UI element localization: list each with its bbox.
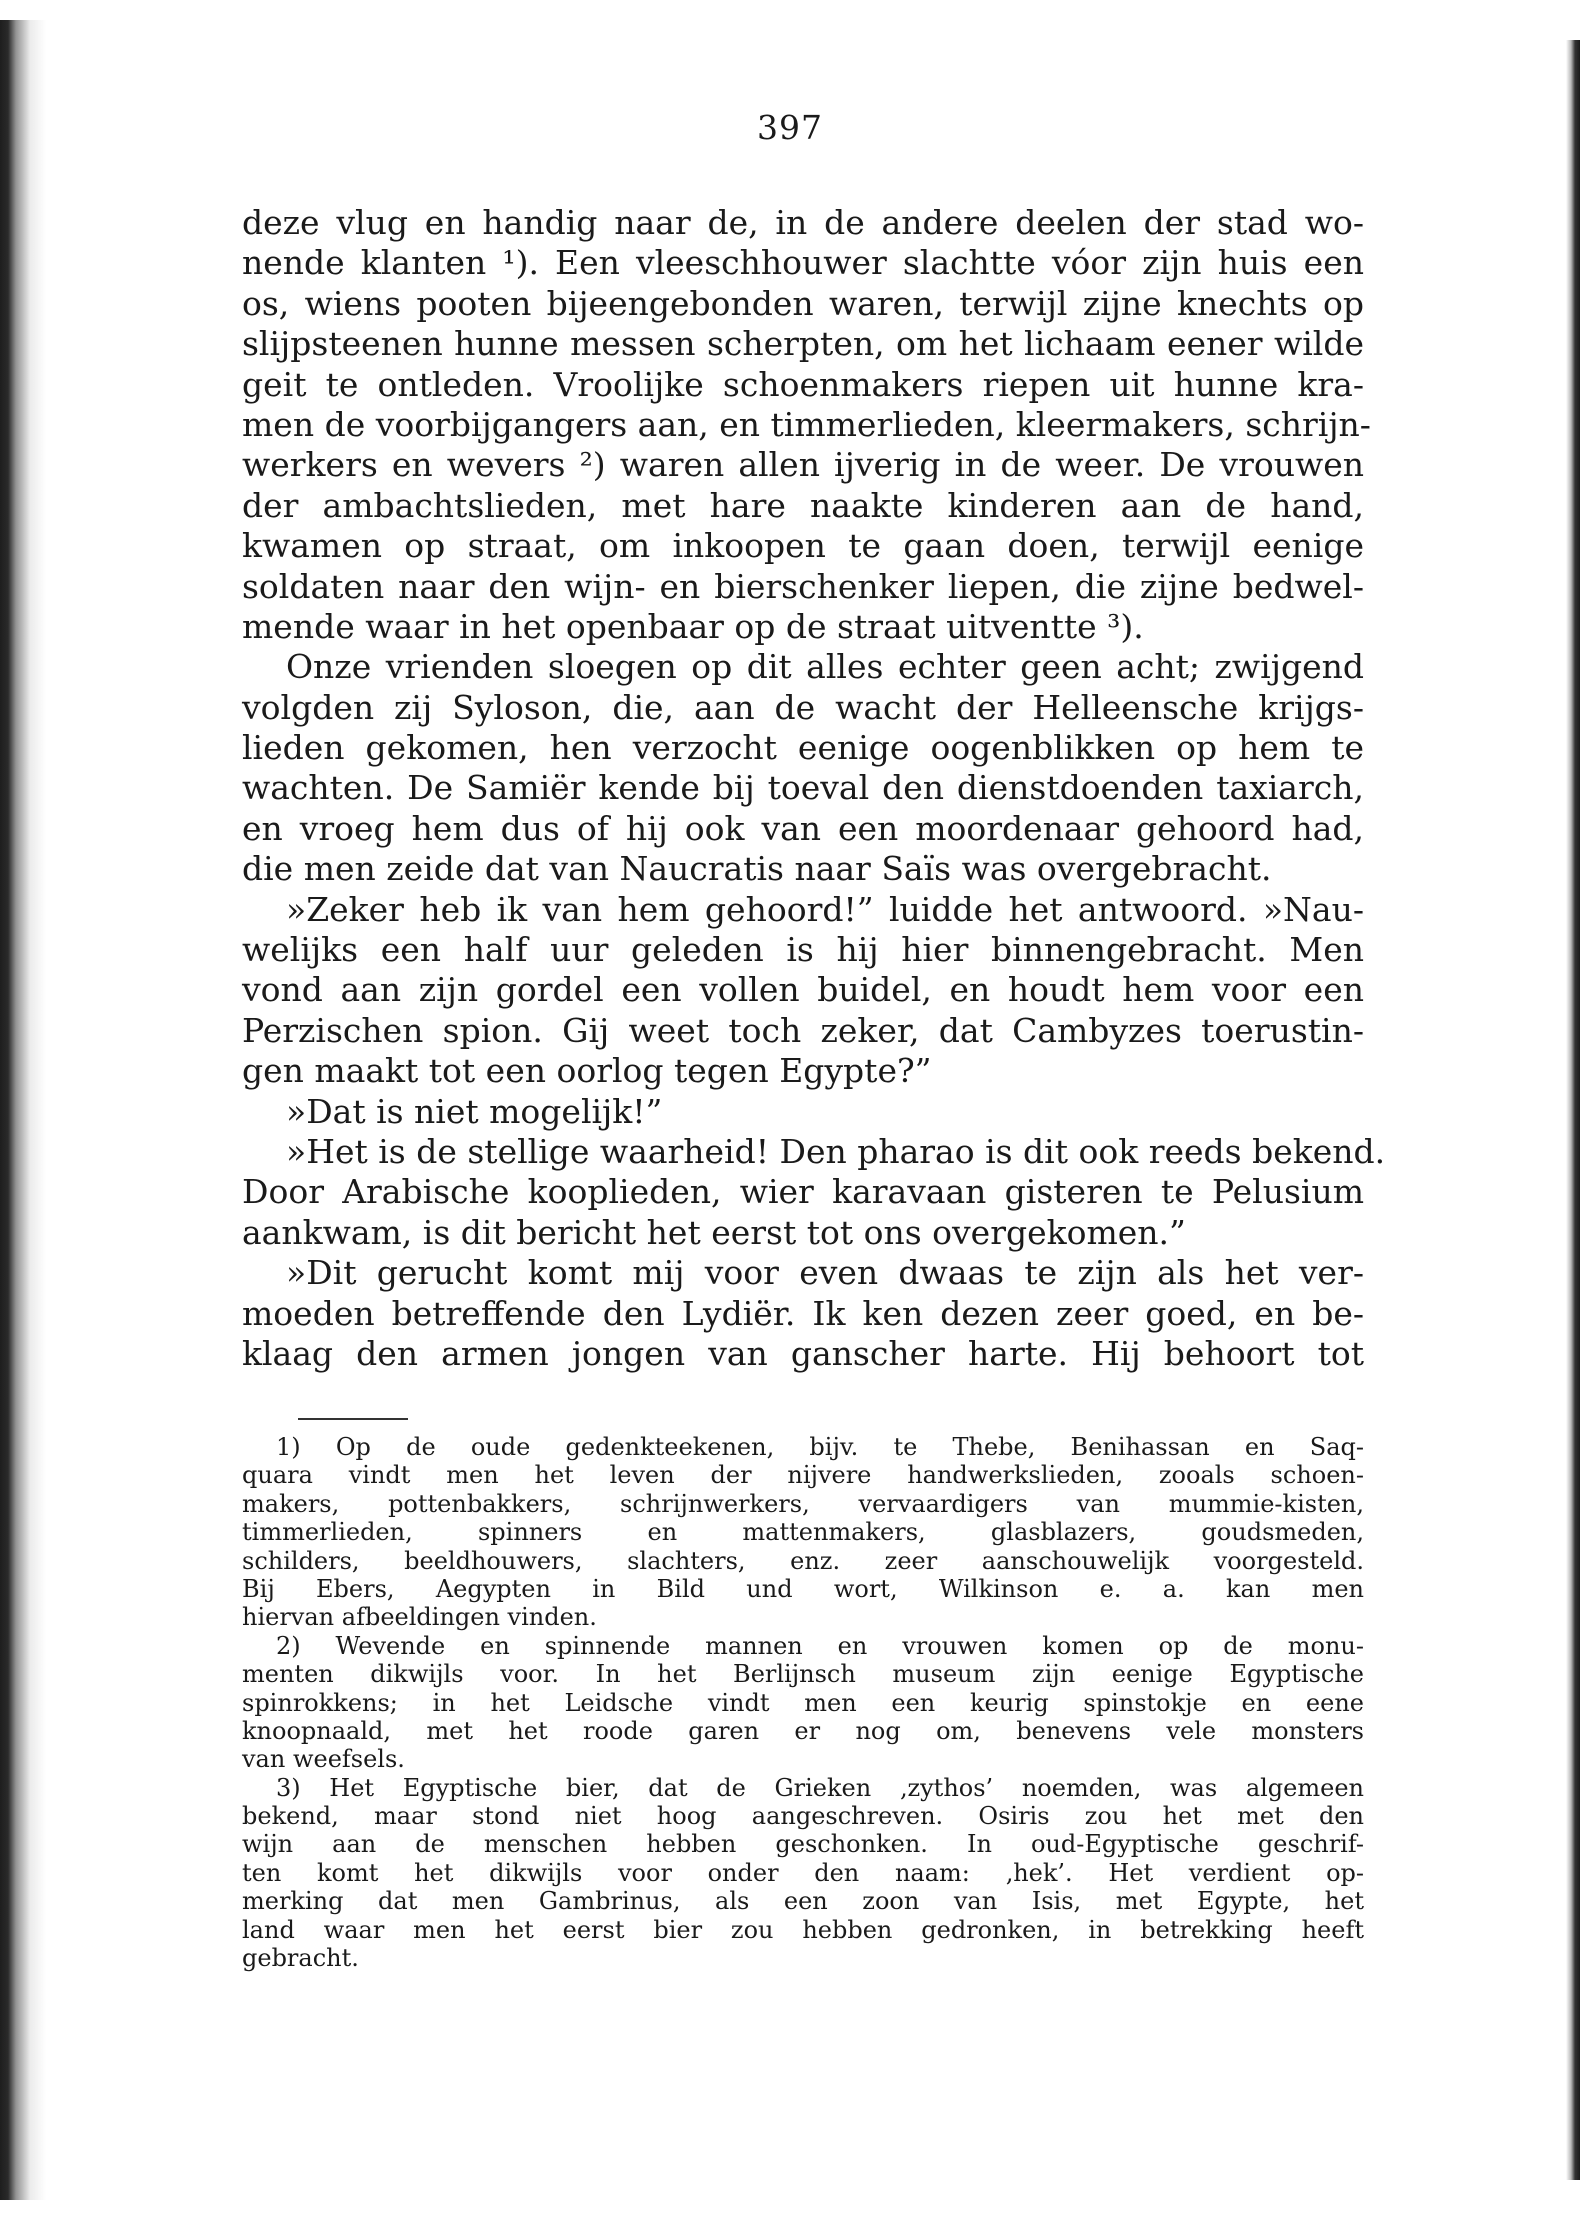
text-line: kwamen op straat, om inkoopen te gaan doen, terwijl eenige — [242, 526, 1364, 566]
text-line: deze vlug en handig naar de, in de andere deelen der stad wo- — [242, 203, 1364, 242]
text-line: mende waar in het openbaar op de straat uitventte ³). — [242, 606, 1144, 646]
footnote-line: makers, pottenbakkers, schrijnwerkers, vervaardigers van mummie-kisten, — [242, 1489, 1364, 1518]
text-line: »Dit gerucht komt mij voor even dwaas te zijn als het ver- — [286, 1253, 1364, 1293]
text-line: moeden betreffende den Lydiër. Ik ken dezen zeer goed, en be- — [242, 1293, 1364, 1333]
footnote-line: gebracht. — [242, 1944, 359, 1973]
footnote-line: van weefsels. — [242, 1745, 405, 1774]
footnote-line: ten komt het dikwijls voor onder den naam: ‚hek’. Het verdient op- — [242, 1858, 1364, 1887]
text-line: »Dat is niet mogelijk!” — [286, 1091, 663, 1131]
footnote-line: spinrokkens; in het Leidsche vindt men een keurig spinstokje en eene — [242, 1688, 1364, 1717]
footnote-line: Bij Ebers, Aegypten in Bild und wort, Wilkinson e. a. kan men — [242, 1574, 1364, 1603]
footnote-line: menten dikwijls voor. In het Berlijnsch museum zijn eenige Egyptische — [242, 1660, 1364, 1689]
text-line: slijpsteenen hunne messen scherpten, om het lichaam eener wilde — [242, 324, 1364, 364]
text-line: os, wiens pooten bijeengebonden waren, terwijl zijne knechts op — [242, 283, 1364, 323]
scan-shadow-right — [1566, 40, 1580, 2180]
text-line: volgden zij Syloson, die, aan de wacht der Helleensche krijgs- — [242, 687, 1364, 727]
text-line: geit te ontleden. Vroolijke schoenmakers riepen uit hunne kra- — [242, 364, 1364, 404]
text-line: gen maakt tot een oorlog tegen Egypte?” — [242, 1051, 932, 1091]
text-line: en vroeg hem dus of hij ook van een moordenaar gehoord had, — [242, 808, 1364, 848]
text-line: »Zeker heb ik van hem gehoord!” luidde het antwoord. »Nau- — [286, 889, 1364, 929]
footnote-line: wijn aan de menschen hebben geschonken. In oud-Egyptische geschrif- — [242, 1830, 1364, 1859]
footnote-line: 1) Op de oude gedenkteekenen, bijv. te Thebe, Benihassan en Saq- — [276, 1433, 1364, 1461]
text-line: soldaten naar den wijn- en bierschenker liepen, die zijne bedwel- — [242, 566, 1364, 606]
text-line: Door Arabische kooplieden, wier karavaan gisteren te Pelusium — [242, 1172, 1364, 1212]
text-line: werkers en wevers ²) waren allen ijverig in de weer. De vrouwen — [242, 445, 1364, 485]
page-number: 397 — [757, 108, 823, 147]
text-line: nende klanten ¹). Een vleeschhouwer slachtte vóor zijn huis een — [242, 243, 1364, 283]
text-line: aankwam, is dit bericht het eerst tot ons overgekomen.” — [242, 1212, 1186, 1252]
text-line: welijks een half uur geleden is hij hier binnengebracht. Men — [242, 930, 1364, 970]
footnote-line: 3) Het Egyptische bier, dat de Grieken ‚zythos’ noemden, was algemeen — [276, 1773, 1364, 1802]
text-line: »Het is de stellige waarheid! Den pharao is dit ook reeds bekend. — [286, 1131, 1386, 1171]
footnote-line: merking dat men Gambrinus, als een zoon van Isis, met Egypte, het — [242, 1887, 1364, 1916]
text-line: vond aan zijn gordel een vollen buidel, en houdt hem voor een — [242, 970, 1364, 1010]
main-text — [242, 203, 1386, 1374]
footnote-line: timmerlieden, spinners en mattenmakers, glasblazers, goudsmeden, — [242, 1518, 1364, 1547]
footnote-line: 2) Wevende en spinnende mannen en vrouwen komen op de monu- — [276, 1631, 1364, 1660]
text-line: die men zeide dat van Naucratis naar Saïs was overgebracht. — [242, 849, 1272, 889]
text-line: men de voorbijgangers aan, en timmerlieden, kleermakers, schrijn- — [242, 404, 1371, 444]
text-line: klaag den armen jongen van ganscher harte. Hij behoort tot — [242, 1333, 1364, 1373]
text-line: wachten. De Samiër kende bij toeval den dienstdoenden taxiarch, — [242, 768, 1364, 808]
footnote-line: schilders, beeldhouwers, slachters, enz. zeer aanschouwelijk voorgesteld. — [242, 1546, 1364, 1575]
text-line: Perzischen spion. Gij weet toch zeker, dat Cambyzes toerustin- — [242, 1010, 1364, 1050]
footnote-line: land waar men het eerst bier zou hebben gedronken, in betrekking heeft — [242, 1915, 1364, 1944]
footnote-line: bekend, maar stond niet hoog aangeschreven. Osiris zou het met den — [242, 1802, 1364, 1831]
footnote-separator — [298, 1418, 408, 1420]
footnotes — [242, 1433, 1364, 1972]
text-line: Onze vrienden sloegen op dit alles echter geen acht; zwijgend — [286, 647, 1364, 687]
scan-shadow-left — [0, 20, 46, 2200]
footnote-line: knoopnaald, met het roode garen er nog om, benevens vele monsters — [242, 1716, 1364, 1745]
text-line: der ambachtslieden, met hare naakte kinderen aan de hand, — [242, 485, 1364, 525]
footnote-line: quara vindt men het leven der nijvere handwerkslieden, zooals schoen- — [242, 1461, 1364, 1490]
footnote-line: hiervan afbeeldingen vinden. — [242, 1603, 597, 1632]
text-line: lieden gekomen, hen verzocht eenige oogenblikken op hem te — [242, 728, 1364, 768]
